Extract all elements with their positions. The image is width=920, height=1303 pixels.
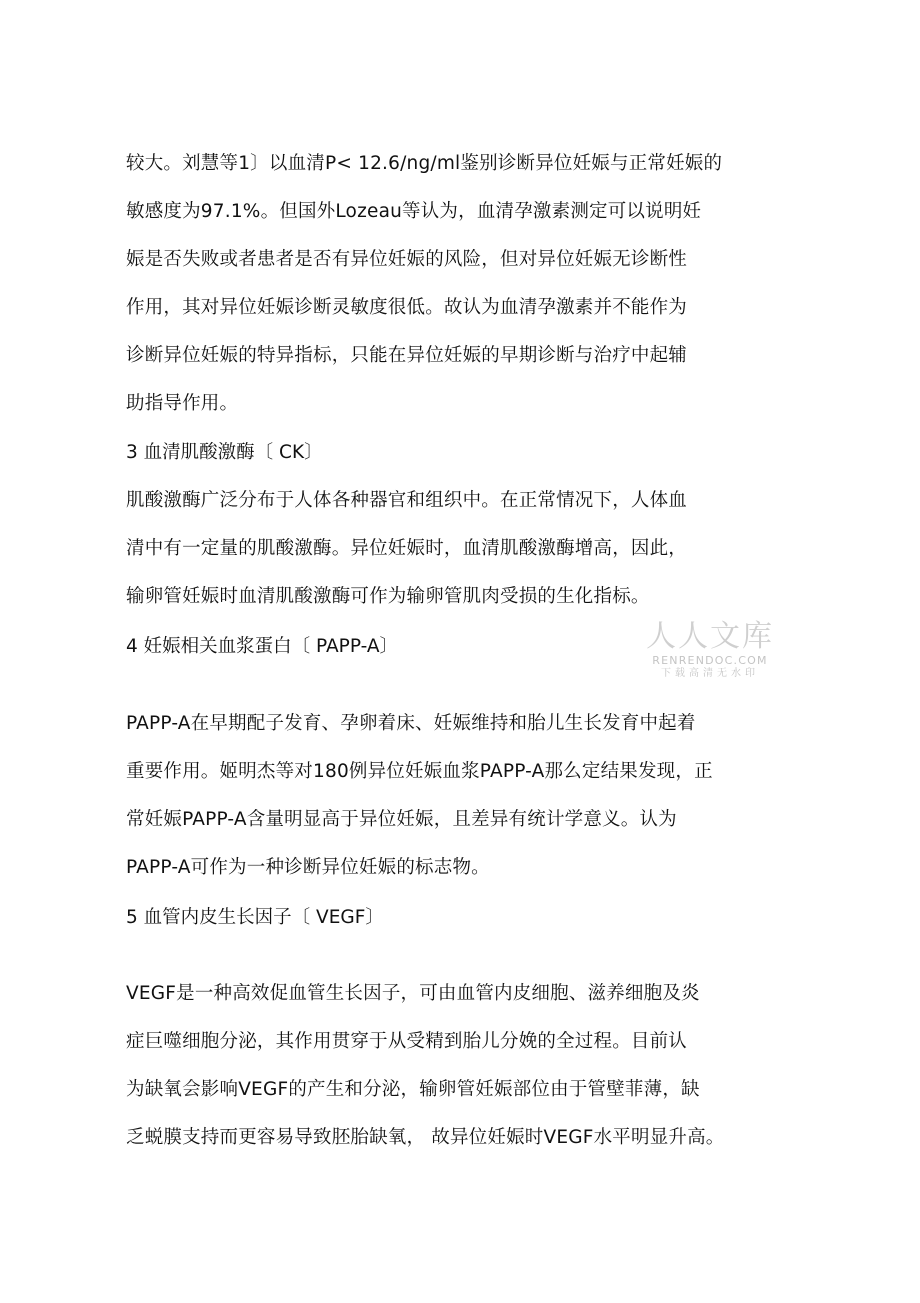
paragraph-line: 肌酸激酶广泛分布于人体各种器官和组织中。在正常情况下，人体血	[126, 490, 688, 511]
paragraph-line: 诊断异位妊娠的特异指标，只能在异位妊娠的早期诊断与治疗中起辅	[126, 345, 688, 366]
paragraph-line: 清中有一定量的肌酸激酶。异位妊娠时，血清肌酸激酶增高，因此，	[126, 538, 688, 559]
paragraph-line: 常妊娠PAPP-A含量明显高于异位妊娠，且差异有统计学意义。认为	[126, 809, 677, 830]
paragraph-line: 较大。刘慧等1〕以血清P< 12.6/ng/ml鉴别诊断异位妊娠与正常妊娠的	[126, 153, 723, 174]
watermark-subtitle: 下载高清无水印	[661, 668, 759, 679]
paragraph-line: 作用，其对异位妊娠诊断灵敏度很低。故认为血清孕激素并不能作为	[126, 297, 688, 318]
watermark-domain: RENRENDOC.COM	[652, 654, 768, 667]
paragraph-line: 输卵管妊娠时血清肌酸激酶可作为输卵管肌肉受损的生化指标。	[126, 586, 650, 607]
paragraph-line: PAPP-A在早期配子发育、孕卵着床、妊娠维持和胎儿生长发育中起着	[126, 713, 696, 734]
paragraph-line: 助指导作用。	[126, 393, 239, 414]
paragraph-line: 重要作用。姬明杰等对180例异位妊娠血浆PAPP-A那么定结果发现，正	[126, 761, 713, 782]
paragraph-line: 为缺氧会影响VEGF的产生和分泌，输卵管妊娠部位由于管壁菲薄，缺	[126, 1079, 700, 1100]
section-heading-papp-a: 4 妊娠相关血浆蛋白〔 PAPP-A〕	[126, 636, 398, 657]
paragraph-line: 敏感度为97.1%。但国外Lozeau等认为，血清孕激素测定可以说明妊	[126, 201, 702, 222]
section-heading-vegf: 5 血管内皮生长因子〔 VEGF〕	[126, 907, 384, 928]
paragraph-line: 乏蜕膜支持而更容易导致胚胎缺氧， 故异位妊娠时VEGF水平明显升高。	[126, 1127, 725, 1148]
paragraph-line: 娠是否失败或者患者是否有异位妊娠的风险，但对异位妊娠无诊断性	[126, 249, 688, 270]
paragraph-line: 症巨噬细胞分泌，其作用贯穿于从受精到胎儿分娩的全过程。目前认	[126, 1031, 688, 1052]
paragraph-line: PAPP-A可作为一种诊断异位妊娠的标志物。	[126, 857, 490, 878]
section-heading-ck: 3 血清肌酸激酶〔 CK〕	[126, 442, 323, 463]
watermark-title: 人人文库	[646, 619, 774, 654]
watermark-logo	[645, 620, 775, 681]
paragraph-line: VEGF是一种高效促血管生长因子，可由血管内皮细胞、滋养细胞及炎	[126, 983, 700, 1004]
